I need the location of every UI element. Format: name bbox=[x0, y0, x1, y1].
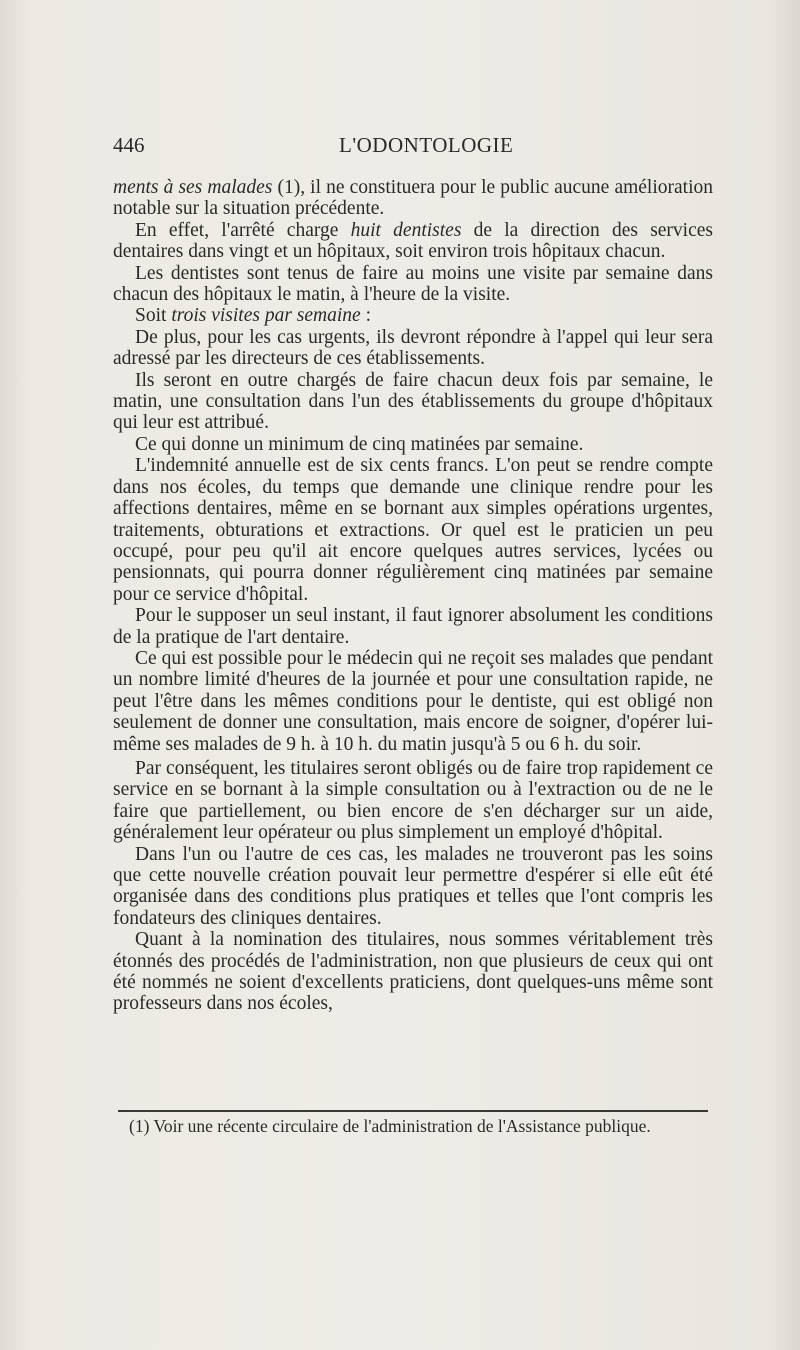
paragraph: Ce qui donne un minimum de cinq matinées par semaine. bbox=[135, 433, 584, 455]
paragraph: Ce qui est possible pour le médecin qui ne reçoit ses malades que pendant un nombre limité d'heures de la journée et pour une consultation rapide, ne peut l'être dans les mêmes conditions pour le dentiste, qui est obligé non seulement de donner une consultation, mais encore de soigner, d'opérer lui-même ses malades de 9 h. à 10 h. du matin jusqu'à 5 ou 6 h. du soir. bbox=[113, 647, 713, 755]
paragraph: Quant à la nomination des titulaires, nous sommes véritablement très étonnés des procédés de l'administration, non que plusieurs de ceux qui ont été nommés ne soient d'excellents praticiens, dont quelques-uns même sont professeurs dans nos écoles, bbox=[113, 929, 713, 1015]
footnote bbox=[113, 1117, 713, 1136]
footnote-divider bbox=[118, 1110, 708, 1112]
paragraph: L'indemnité annuelle est de six cents francs. L'on peut se rendre compte dans nos écoles, du temps que demande une clinique rendre pour les affections dentaires, même en se bornant aux simples opérations urgentes, traitements, obturations et extractions. Or quel est le praticien un peu occupé, pour peu qu'il ait encore quelques autres services, lycées ou pensionnats, qui pourra donner régulièrement cinq matinées par semaine pour ce service d'hôpital. bbox=[113, 455, 713, 605]
paragraph: Dans l'un ou l'autre de ces cas, les malades ne trouveront pas les soins que cette nouvelle création pouvait leur permettre d'espérer si elle eût été organisée dans des conditions plus pratiques et telles que l'ont compris les fondateurs des cliniques dentaires. bbox=[113, 843, 713, 929]
body-text bbox=[113, 177, 713, 1015]
paragraph: Ils seront en outre chargés de faire chacun deux fois par semaine, le matin, une consultation dans l'un des établissements du groupe d'hôpitaux qui leur est attribué. bbox=[113, 369, 713, 434]
paragraph: Les dentistes sont tenus de faire au moins une visite par semaine dans chacun des hôpitaux le matin, à l'heure de la visite. bbox=[113, 262, 713, 306]
page-number: 446 bbox=[113, 133, 145, 157]
paragraph: De plus, pour les cas urgents, ils devront répondre à l'appel qui leur sera adressé par les directeurs de ces établissements. bbox=[113, 326, 713, 370]
running-header bbox=[113, 133, 713, 163]
paragraph: Par conséquent, les titulaires seront obligés ou de faire trop rapidement ce service en se bornant à la simple consultation ou à l'extraction ou de ne le faire que partiellement, ou bien encore de s'en décharger sur un aide, généralement leur opérateur ou plus simplement un employé d'hôpital. bbox=[113, 757, 713, 844]
running-title: L'ODONTOLOGIE bbox=[339, 133, 514, 157]
paragraph: En effet, l'arrêté charge huit dentistes de la direction des services dentaires dans vingt et un hôpitaux, soit environ trois hôpitaux chacun. bbox=[113, 219, 713, 263]
paragraph: Pour le supposer un seul instant, il faut ignorer absolument les conditions de la pratique de l'art dentaire. bbox=[113, 605, 713, 648]
paragraph: Soit trois visites par semaine : bbox=[135, 305, 372, 327]
paragraph: ments à ses malades (1), il ne constituera pour le public aucune amélioration notable sur la situation précédente. bbox=[113, 177, 713, 220]
footnote-text: (1) Voir une récente circulaire de l'administration de l'Assistance publique. bbox=[129, 1116, 651, 1136]
